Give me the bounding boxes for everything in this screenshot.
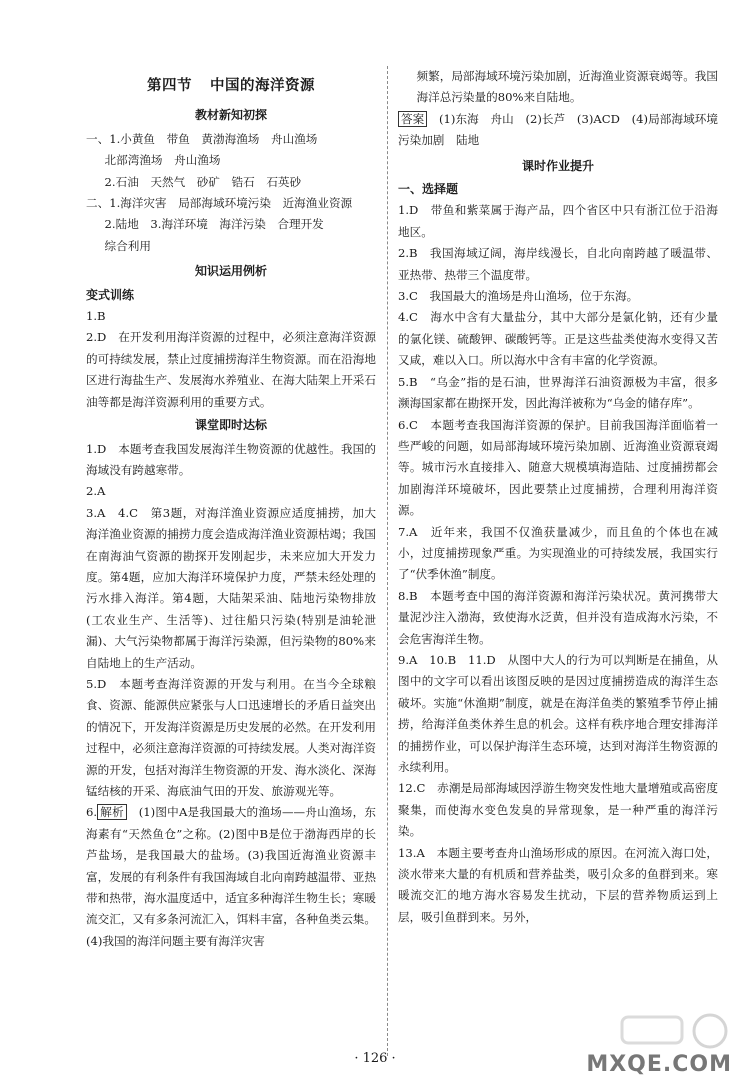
answer-text: (1)东海 舟山 (2)长芦 (3)ACD (4)局部海域环境污染加剧 陆地 <box>398 111 718 148</box>
variant-item-1: 1.B <box>86 309 106 324</box>
hw-item-13: 13.A 本题主要考查舟山渔场形成的原因。在河流入海口处，淡水带来大量的有机质和营养盐类，吸引众多的鱼群到来。寒暖流交汇的地方海水容易发生扰动，下层的营养物质运到上层，吸引鱼群到来。另外， <box>398 845 718 924</box>
section-number: 第四节 <box>147 78 192 94</box>
class-item-1: 1.D 本题考查我国发展海洋生物资源的优越性。我国的海域没有跨越寒带。 <box>86 441 376 477</box>
section-title <box>86 76 376 97</box>
answer-line <box>398 109 718 152</box>
new-line-4: 二、1.海洋灾害 局部海域环境污染 近海渔业资源 <box>86 196 353 211</box>
heading-new-knowledge: 教材新知初探 <box>194 108 267 123</box>
analysis-tag: 解析 <box>97 804 127 820</box>
class-item-2: 2.A <box>86 484 106 499</box>
page-number: · 126 · <box>354 1051 396 1066</box>
column-divider <box>387 66 388 1056</box>
heading-class: 课堂即时达标 <box>194 418 267 433</box>
class-item-3: 3.A 4.C 第3题，对海洋渔业资源应适度捕捞，加大海洋渔业资源的捕捞力度会造成海洋渔业资源枯竭；我国在南海油气资源的勘探开发刚起步，未来应加大开发力度。第4题，应加大海洋环境保护力度，严禁未经处理的污水排入海洋。第4题，大陆架采油、陆地污染物排放(工农业生产、生活等)、过往船只污染(特别是油轮泄漏)、大气污染物都属于海洋污染源，但污染物的80%来自陆地上的生产活动。 <box>86 505 376 670</box>
watermark-text: MXQE.COM <box>586 1051 732 1077</box>
new-line-6: 综合利用 <box>104 238 151 253</box>
hw-item-4: 4.C 海水中含有大量盐分，其中大部分是氯化钠，还有少量的氯化镁、硫酸钾、碳酸钙等。正是这些盐类使海水变得又苦又咸，难以入口。所以海水中含有丰富的化学资源。 <box>398 310 718 368</box>
hw-item-6: 6.C 本题考查我国海洋资源的保护。目前我国海洋面临着一些严峻的问题，如局部海域环境污染加剧、近海渔业资源衰竭等。城市污水直接排入、随意大规模填海造陆、过度捕捞都会加剧海洋环境破坏，因此要禁止过度捕捞，合理利用海洋资源。 <box>398 417 718 518</box>
hw-item-12: 12.C 赤潮是局部海域因浮游生物突发性地大量增殖或高密度聚集，而使海水变色发臭的异常现象，是一种严重的海洋污染。 <box>398 781 718 839</box>
heading-homework: 课时作业提升 <box>521 158 594 173</box>
hw-item-3: 3.C 我国最大的渔场是舟山渔场，位于东海。 <box>398 289 639 304</box>
new-line-2: 北部湾渔场 舟山渔场 <box>104 153 221 168</box>
answer-tag: 答案 <box>398 111 427 127</box>
heading-apply: 知识运用例析 <box>194 264 267 279</box>
continued-text: 频繁，局部海域环境污染加剧，近海渔业资源衰竭等。我国海洋总污染量的80%来自陆地。 <box>416 69 718 105</box>
hw-item-7: 7.A 近年来，我国不仅渔获量减少，而且鱼的个体也在减小，过度捕捞现象严重。为实现渔业的可持续发展，我国实行了“伏季休渔”制度。 <box>398 524 718 582</box>
heading-choice: 一、选择题 <box>398 182 459 197</box>
new-line-5: 2.陆地 3.海洋环境 海洋污染 合理开发 <box>104 217 324 232</box>
hw-item-2: 2.B 我国海域辽阔，海岸线漫长，自北向南跨越了暖温带、亚热带、热带三个温度带。 <box>398 246 718 282</box>
variant-item-2: 2.D 在开发利用海洋资源的过程中，必须注意海洋资源的可持续发展，禁止过度捕捞海洋生物资源。而在沿海地区进行海盐生产、发展海水养殖业、在海大陆架上开采石油等都是海洋资源利用的重要方式。 <box>86 330 376 409</box>
new-line-1: 一、1.小黄鱼 带鱼 黄渤海渔场 舟山渔场 <box>86 131 318 146</box>
section-name: 中国的海洋资源 <box>210 78 315 94</box>
right-column <box>398 66 718 928</box>
heading-variant: 变式训练 <box>86 287 135 302</box>
hw-item-9: 9.A 10.B 11.D 从图中大人的行为可以判断是在捕鱼，从图中的文字可以看出该图反映的是因过度捕捞造成的海洋生态破坏。实施“休渔期”制度，就是在海洋鱼类的繁殖季节停止捕捞，给海洋鱼类休养生息的机会。这样有秩序地合理安排海洋的捕捞作业，可以保护海洋生态环境，达到对海洋生物资源的永续利用。 <box>398 652 718 774</box>
new-line-3: 2.石油 天然气 砂矿 锆石 石英砂 <box>104 174 302 189</box>
left-column <box>86 66 376 952</box>
hw-item-8: 8.B 本题考查中国的海洋资源和海洋污染状况。黄河携带大量泥沙注入渤海，致使海水泛黄，但并没有造成海水污染，不会危害海洋生物。 <box>398 588 718 646</box>
hw-item-1: 1.D 带鱼和紫菜属于海产品，四个省区中只有浙江位于沿海地区。 <box>398 203 718 239</box>
class-item-5: 5.D 本题考查海洋资源的开发与利用。在当今全球粮食、资源、能源供应紧张与人口迅速增长的矛盾日益突出的情况下，开发海洋资源是历史发展的必然。在开发利用过程中，必须注意海洋资源的可持续发展。人类对海洋资源的开发，包括对海洋生物资源的开发、海水淡化、深海锰结核的开采、海底油气田的开发、旅游观光等。 <box>86 676 376 798</box>
q6-analysis: (1)图中A是我国最大的渔场——舟山渔场，东海素有“天然鱼仓”之称。(2)图中B是位于渤海西岸的长芦盐场，是我国最大的盐场。(3)我国近海渔业资源丰富，发展的有利条件有我国海域自北向南跨越温带、亚热带和热带，海水温度适中，适宜多种海洋生物生长；寒暖流交汇，又有多条河流汇入，饵料丰富，各种鱼类云集。(4)我国的海洋问题主要有海洋灾害 <box>86 805 376 948</box>
class-item-6: 6. 解析 (1)图中A是我国最大的渔场——舟山渔场，东海素有“天然鱼仓”之称。(2)图中B是位于渤海西岸的长芦盐场，是我国最大的盐场。(3)我国近海渔业资源丰富，发展的有利条件有我国海域自北向南跨越温带、亚热带和热带，海水温度适中，适宜多种海洋生物生长；寒暖流交汇，又有多条河流汇入，饵料丰富，各种鱼类云集。(4)我国的海洋问题主要有海洋灾害 <box>86 805 376 948</box>
hw-item-5: 5.B “乌金”指的是石油，世界海洋石油资源极为丰富，很多濒海国家都在勘探开发，因此海洋被称为“乌金的储存库”。 <box>398 374 718 411</box>
